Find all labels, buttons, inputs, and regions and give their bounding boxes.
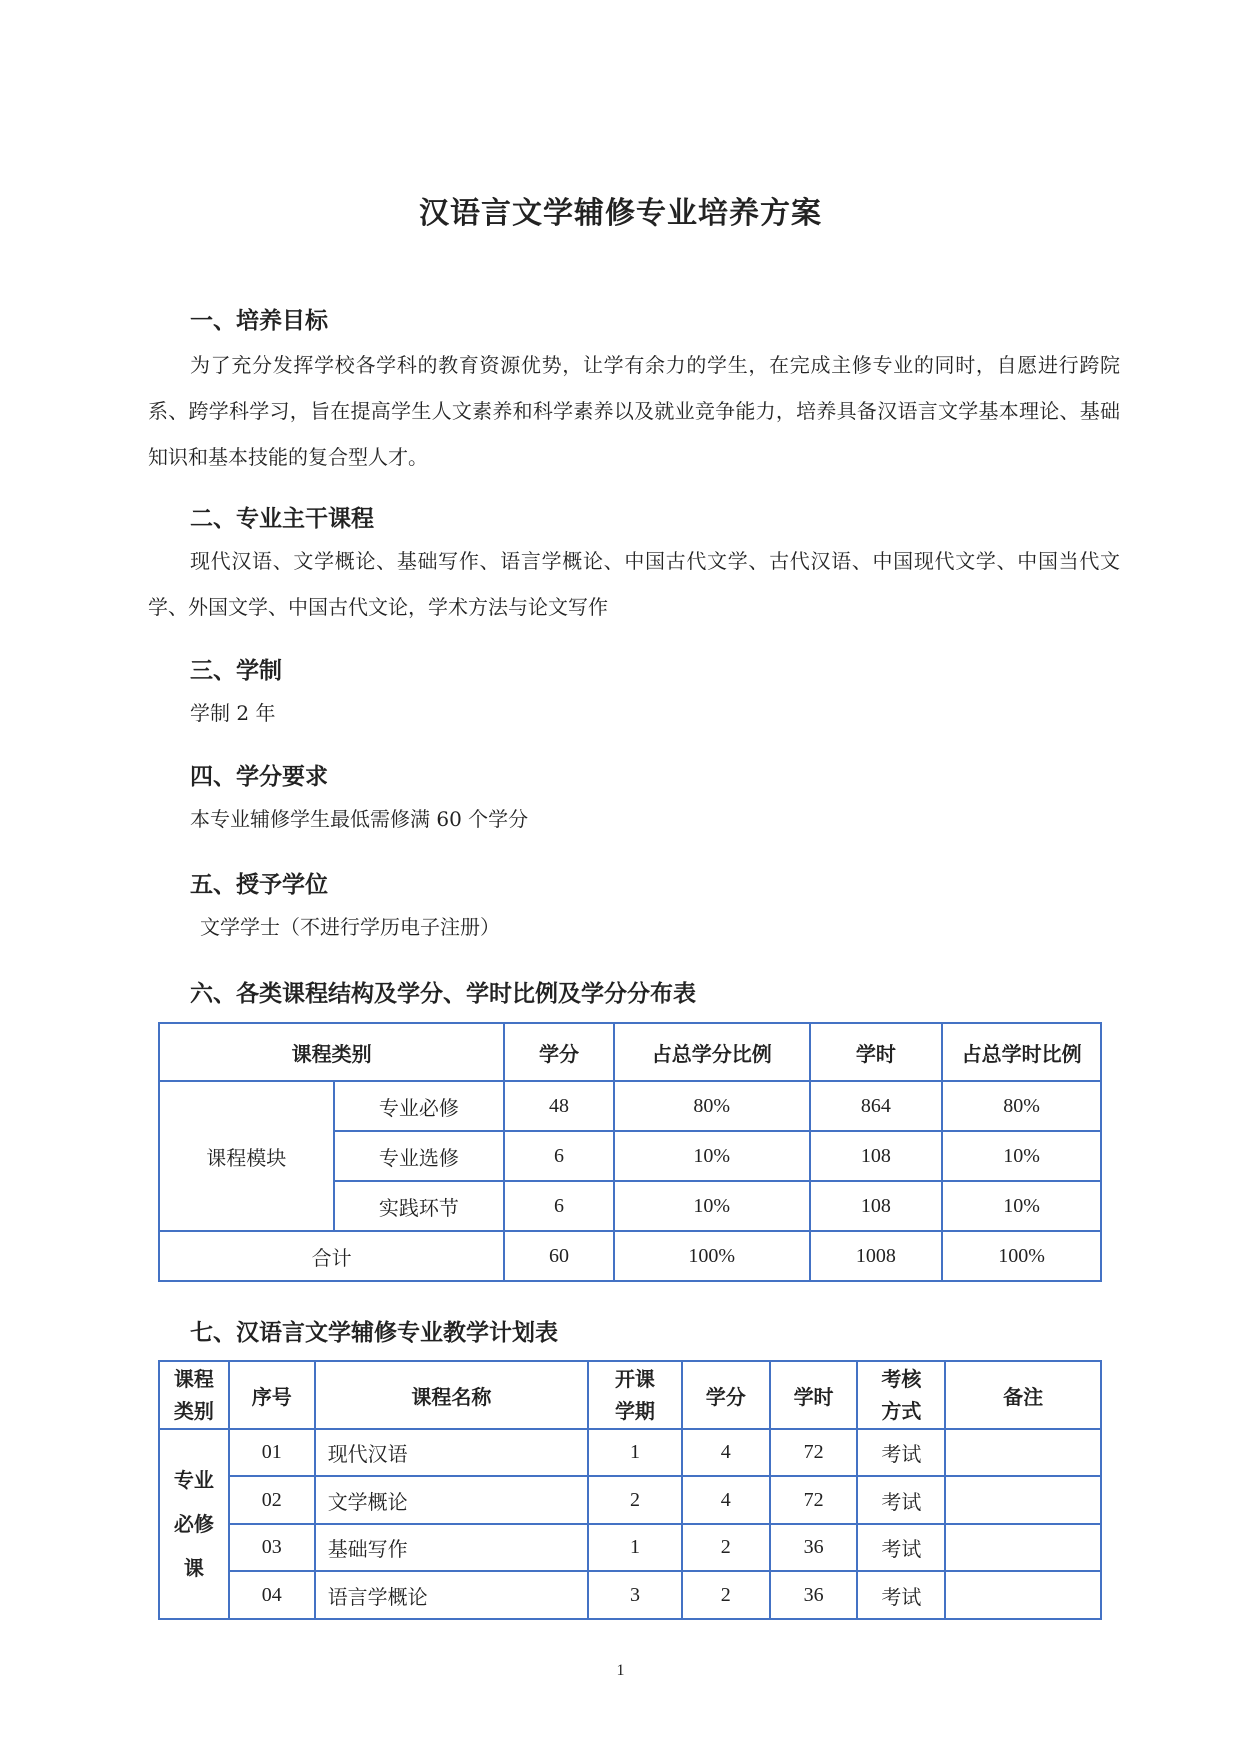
table-cell: 专业选修 [334, 1131, 505, 1181]
section-4-text: 本专业辅修学生最低需修满 60 个学分 [190, 807, 529, 831]
table-cell: 语言学概论 [315, 1571, 588, 1619]
table-cell: 考试 [857, 1571, 945, 1619]
section-6-heading: 六、各类课程结构及学分、学时比例及学分分布表 [190, 981, 696, 1007]
table-row [159, 1476, 1101, 1524]
header-cell: 学时 [770, 1361, 858, 1429]
module-label: 课程模块 [159, 1081, 334, 1231]
table-cell: 48 [504, 1081, 614, 1131]
table-cell: 864 [810, 1081, 943, 1131]
table-cell: 01 [229, 1429, 315, 1476]
table-cell: 2 [682, 1524, 770, 1571]
table-row [159, 1429, 1101, 1476]
table-cell: 36 [770, 1524, 858, 1571]
table-cell: 2 [588, 1476, 682, 1524]
table-cell: 03 [229, 1524, 315, 1571]
table-cell: 1008 [810, 1231, 943, 1281]
table-cell: 80% [614, 1081, 810, 1131]
table-cell: 6 [504, 1181, 614, 1231]
header-cell: 开课 学期 [588, 1361, 682, 1429]
table-cell: 108 [810, 1181, 943, 1231]
table-cell: 100% [942, 1231, 1101, 1281]
section-7-heading: 七、汉语言文学辅修专业教学计划表 [190, 1320, 558, 1346]
table-cell [945, 1571, 1101, 1619]
table-cell: 04 [229, 1571, 315, 1619]
header-cell: 占总学时比例 [942, 1023, 1101, 1081]
table-cell: 考试 [857, 1476, 945, 1524]
page-number: 1 [616, 1662, 625, 1679]
table-cell: 10% [942, 1181, 1101, 1231]
table-cell [945, 1429, 1101, 1476]
table-cell: 36 [770, 1571, 858, 1619]
table-cell: 实践环节 [334, 1181, 505, 1231]
total-label: 合计 [159, 1231, 504, 1281]
table-total-row [159, 1231, 1101, 1281]
table-cell: 考试 [857, 1524, 945, 1571]
table-cell: 100% [614, 1231, 810, 1281]
header-cell: 序号 [229, 1361, 315, 1429]
header-cell: 备注 [945, 1361, 1101, 1429]
table-cell: 80% [942, 1081, 1101, 1131]
table-cell: 02 [229, 1476, 315, 1524]
header-cell: 占总学分比例 [614, 1023, 810, 1081]
header-cell: 课程名称 [315, 1361, 588, 1429]
header-cell: 学分 [504, 1023, 614, 1081]
table-row [159, 1524, 1101, 1571]
section-3-text: 学制 2 年 [190, 701, 276, 725]
table-cell: 专业必修 [334, 1081, 505, 1131]
header-cell: 课程类别 [159, 1023, 504, 1081]
table-cell: 108 [810, 1131, 943, 1181]
table-row [159, 1571, 1101, 1619]
section-3-heading: 三、学制 [190, 658, 282, 684]
table-row [159, 1081, 1101, 1131]
header-cell: 学时 [810, 1023, 943, 1081]
table-cell: 10% [614, 1181, 810, 1231]
table-cell: 4 [682, 1429, 770, 1476]
table-cell [945, 1524, 1101, 1571]
teaching-plan-table [158, 1360, 1102, 1620]
table-cell: 文学概论 [315, 1476, 588, 1524]
section-1-text: 为了充分发挥学校各学科的教育资源优势，让学有余力的学生，在完成主修专业的同时，自愿进行跨院系、跨学科学习，旨在提高学生人文素养和科学素养以及就业竞争能力，培养具备汉语言文学基本理论、基础知识和基本技能的复合型人才。 [148, 353, 1120, 469]
section-5-text: 文学学士（不进行学历电子注册） [200, 915, 500, 939]
table-cell: 考试 [857, 1429, 945, 1476]
table-cell [945, 1476, 1101, 1524]
table-cell: 1 [588, 1429, 682, 1476]
table-cell: 基础写作 [315, 1524, 588, 1571]
table-cell: 72 [770, 1429, 858, 1476]
table-cell: 10% [942, 1131, 1101, 1181]
section-2-heading: 二、专业主干课程 [190, 506, 374, 532]
table-cell: 现代汉语 [315, 1429, 588, 1476]
table-cell: 6 [504, 1131, 614, 1181]
table-header-row [159, 1361, 1101, 1429]
header-cell: 考核 方式 [857, 1361, 945, 1429]
header-cell: 课程 类别 [159, 1361, 229, 1429]
table-cell: 1 [588, 1524, 682, 1571]
course-category: 专业 必修 课 [159, 1429, 229, 1619]
section-2-text: 现代汉语、文学概论、基础写作、语言学概论、中国古代文学、古代汉语、中国现代文学、中国当代文学、外国文学、中国古代文论，学术方法与论文写作 [148, 549, 1120, 619]
table-cell: 4 [682, 1476, 770, 1524]
table-cell: 72 [770, 1476, 858, 1524]
section-1-heading: 一、培养目标 [190, 308, 328, 334]
document-title: 汉语言文学辅修专业培养方案 [419, 196, 822, 231]
table-cell: 2 [682, 1571, 770, 1619]
table-cell: 3 [588, 1571, 682, 1619]
section-4-heading: 四、学分要求 [190, 764, 328, 790]
credit-structure-table [158, 1022, 1102, 1282]
table-cell: 10% [614, 1131, 810, 1181]
table-cell: 60 [504, 1231, 614, 1281]
header-cell: 学分 [682, 1361, 770, 1429]
table-header-row [159, 1023, 1101, 1081]
section-5-heading: 五、授予学位 [190, 872, 328, 898]
